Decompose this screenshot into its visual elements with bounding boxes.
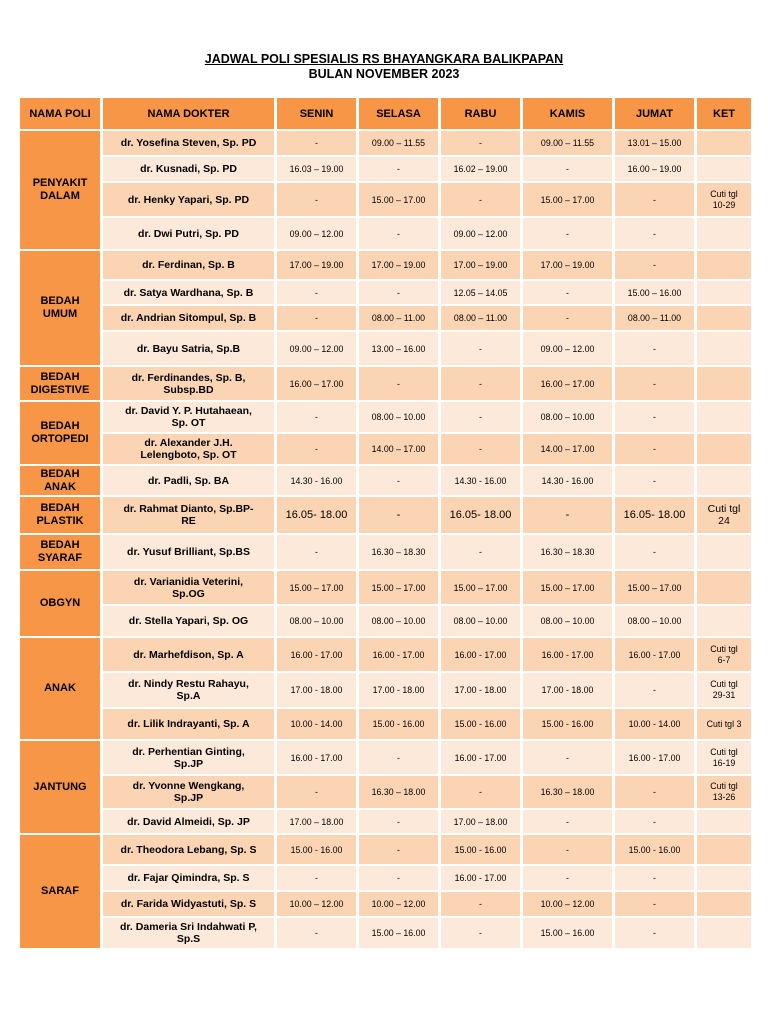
- ket-note: [697, 157, 751, 181]
- schedule-rabu: -: [441, 131, 520, 155]
- schedule-rabu: -: [441, 892, 520, 916]
- schedule-selasa: -: [359, 367, 438, 400]
- doctor-name: dr. Dwi Putri, Sp. PD: [103, 218, 274, 249]
- header-row: [20, 98, 751, 129]
- ket-note: [697, 466, 751, 495]
- doctor-name: dr. David Almeidi, Sp. JP: [103, 810, 274, 833]
- schedule-selasa: 15.00 – 16.00: [359, 918, 438, 948]
- table-row: [20, 281, 751, 304]
- table-row: [20, 218, 751, 249]
- schedule-kamis: 08.00 – 10.00: [523, 606, 612, 636]
- schedule-kamis: 16.00 - 17.00: [523, 638, 612, 671]
- schedule-jumat: -: [615, 866, 694, 890]
- poli-name: BEDAH UMUM: [20, 251, 100, 365]
- table-row: [20, 402, 751, 432]
- schedule-rabu: 09.00 – 12.00: [441, 218, 520, 249]
- schedule-rabu: 12.05 – 14.05: [441, 281, 520, 304]
- doctor-name: dr. Henky Yapari, Sp. PD: [103, 183, 274, 216]
- doctor-name: dr. Perhentian Ginting, Sp.JP: [103, 741, 274, 774]
- schedule-selasa: -: [359, 810, 438, 833]
- schedule-rabu: -: [441, 367, 520, 400]
- schedule-body: [20, 131, 751, 948]
- schedule-senin: 16.03 – 19.00: [277, 157, 356, 181]
- schedule-jumat: -: [615, 892, 694, 916]
- schedule-jumat: 15.00 - 16.00: [615, 835, 694, 864]
- doctor-name: dr. Dameria Sri Indahwati P, Sp.S: [103, 918, 274, 948]
- schedule-selasa: 17.00 – 19.00: [359, 251, 438, 279]
- schedule-kamis: -: [523, 218, 612, 249]
- header-rabu: RABU: [441, 98, 520, 129]
- schedule-kamis: 15.00 – 16.00: [523, 918, 612, 948]
- schedule-kamis: 17.00 - 18.00: [523, 673, 612, 707]
- header-selasa: SELASA: [359, 98, 438, 129]
- schedule-selasa: -: [359, 281, 438, 304]
- schedule-rabu: 16.00 - 17.00: [441, 741, 520, 774]
- schedule-jumat: -: [615, 367, 694, 400]
- schedule-senin: 16.00 - 17.00: [277, 741, 356, 774]
- poli-name: JANTUNG: [20, 741, 100, 833]
- schedule-rabu: 15.00 - 16.00: [441, 709, 520, 739]
- table-row: [20, 918, 751, 948]
- table-row: [20, 776, 751, 808]
- schedule-jumat: -: [615, 434, 694, 464]
- schedule-rabu: -: [441, 776, 520, 808]
- poli-name: BEDAH ORTOPEDI: [20, 402, 100, 464]
- schedule-jumat: -: [615, 810, 694, 833]
- schedule-table: [17, 96, 754, 950]
- ket-note: [697, 402, 751, 432]
- schedule-senin: -: [277, 306, 356, 330]
- schedule-kamis: 17.00 – 19.00: [523, 251, 612, 279]
- schedule-kamis: 15.00 – 17.00: [523, 571, 612, 604]
- table-row: [20, 183, 751, 216]
- doctor-name: dr. Lilik Indrayanti, Sp. A: [103, 709, 274, 739]
- ket-note: [697, 866, 751, 890]
- schedule-kamis: 16.30 – 18.00: [523, 776, 612, 808]
- schedule-jumat: -: [615, 183, 694, 216]
- ket-note: [697, 918, 751, 948]
- schedule-jumat: 08.00 – 10.00: [615, 606, 694, 636]
- schedule-selasa: 08.00 – 11.00: [359, 306, 438, 330]
- doctor-name: dr. Varianidia Veterini, Sp.OG: [103, 571, 274, 604]
- schedule-senin: 17.00 – 18.00: [277, 810, 356, 833]
- poli-name: BEDAH PLASTIK: [20, 497, 100, 533]
- schedule-jumat: 13.01 – 15.00: [615, 131, 694, 155]
- ket-note: [697, 281, 751, 304]
- doctor-name: dr. Ferdinandes, Sp. B, Subsp.BD: [103, 367, 274, 400]
- schedule-selasa: 09.00 – 11.55: [359, 131, 438, 155]
- schedule-selasa: 16.00 - 17.00: [359, 638, 438, 671]
- schedule-senin: 16.05- 18.00: [277, 497, 356, 533]
- schedule-rabu: -: [441, 183, 520, 216]
- poli-name: BEDAH DIGESTIVE: [20, 367, 100, 400]
- schedule-senin: -: [277, 281, 356, 304]
- schedule-rabu: 15.00 - 16.00: [441, 835, 520, 864]
- schedule-senin: 08.00 – 10.00: [277, 606, 356, 636]
- title-line-1: JADWAL POLI SPESIALIS RS BHAYANGKARA BALIKPAPAN: [204, 52, 564, 66]
- schedule-rabu: 17.00 – 18.00: [441, 810, 520, 833]
- schedule-kamis: 09.00 – 12.00: [523, 332, 612, 365]
- schedule-selasa: -: [359, 741, 438, 774]
- table-row: [20, 673, 751, 707]
- schedule-kamis: -: [523, 306, 612, 330]
- doctor-name: dr. Padli, Sp. BA: [103, 466, 274, 495]
- table-row: [20, 741, 751, 774]
- schedule-jumat: 16.00 - 17.00: [615, 638, 694, 671]
- doctor-name: dr. Stella Yapari, Sp. OG: [103, 606, 274, 636]
- ket-note: [697, 535, 751, 569]
- schedule-senin: -: [277, 866, 356, 890]
- schedule-kamis: 16.30 – 18.30: [523, 535, 612, 569]
- schedule-selasa: 16.30 – 18.30: [359, 535, 438, 569]
- ket-note: [697, 306, 751, 330]
- schedule-rabu: 16.05- 18.00: [441, 497, 520, 533]
- schedule-jumat: 16.00 – 19.00: [615, 157, 694, 181]
- schedule-senin: 14.30 - 16.00: [277, 466, 356, 495]
- schedule-rabu: 17.00 - 18.00: [441, 673, 520, 707]
- doctor-name: dr. Bayu Satria, Sp.B: [103, 332, 274, 365]
- table-row: [20, 131, 751, 155]
- schedule-selasa: 15.00 – 17.00: [359, 183, 438, 216]
- schedule-rabu: 16.02 – 19.00: [441, 157, 520, 181]
- ket-note: [697, 434, 751, 464]
- table-row: [20, 535, 751, 569]
- schedule-jumat: -: [615, 918, 694, 948]
- schedule-jumat: -: [615, 332, 694, 365]
- schedule-selasa: 14.00 – 17.00: [359, 434, 438, 464]
- schedule-rabu: -: [441, 535, 520, 569]
- schedule-rabu: -: [441, 332, 520, 365]
- schedule-senin: -: [277, 434, 356, 464]
- schedule-senin: 15.00 – 17.00: [277, 571, 356, 604]
- ket-note: Cuti tgl 29-31: [697, 673, 751, 707]
- table-row: [20, 466, 751, 495]
- table-row: [20, 332, 751, 365]
- doctor-name: dr. Fajar Qimindra, Sp. S: [103, 866, 274, 890]
- schedule-selasa: -: [359, 497, 438, 533]
- table-row: [20, 367, 751, 400]
- schedule-selasa: 08.00 – 10.00: [359, 606, 438, 636]
- schedule-rabu: -: [441, 918, 520, 948]
- table-row: [20, 434, 751, 464]
- header-nama-dokter: NAMA DOKTER: [103, 98, 274, 129]
- header-kamis: KAMIS: [523, 98, 612, 129]
- schedule-rabu: 14.30 - 16.00: [441, 466, 520, 495]
- poli-name: OBGYN: [20, 571, 100, 636]
- schedule-kamis: -: [523, 866, 612, 890]
- schedule-rabu: 08.00 – 11.00: [441, 306, 520, 330]
- schedule-senin: 16.00 – 17.00: [277, 367, 356, 400]
- doctor-name: dr. Farida Widyastuti, Sp. S: [103, 892, 274, 916]
- schedule-senin: 17.00 - 18.00: [277, 673, 356, 707]
- schedule-senin: 15.00 - 16.00: [277, 835, 356, 864]
- schedule-kamis: 14.30 - 16.00: [523, 466, 612, 495]
- schedule-jumat: -: [615, 535, 694, 569]
- schedule-jumat: -: [615, 402, 694, 432]
- doctor-name: dr. Nindy Restu Rahayu, Sp.A: [103, 673, 274, 707]
- schedule-senin: -: [277, 535, 356, 569]
- schedule-selasa: 15.00 – 17.00: [359, 571, 438, 604]
- table-row: [20, 638, 751, 671]
- schedule-senin: -: [277, 402, 356, 432]
- schedule-kamis: -: [523, 835, 612, 864]
- table-row: [20, 866, 751, 890]
- schedule-kamis: 08.00 – 10.00: [523, 402, 612, 432]
- table-row: [20, 157, 751, 181]
- schedule-kamis: 10.00 – 12.00: [523, 892, 612, 916]
- schedule-kamis: 09.00 – 11.55: [523, 131, 612, 155]
- header-jumat: JUMAT: [615, 98, 694, 129]
- ket-note: Cuti tgl 13-26: [697, 776, 751, 808]
- schedule-senin: 10.00 – 12.00: [277, 892, 356, 916]
- schedule-selasa: 10.00 – 12.00: [359, 892, 438, 916]
- schedule-rabu: 15.00 – 17.00: [441, 571, 520, 604]
- schedule-jumat: 16.05- 18.00: [615, 497, 694, 533]
- ket-note: [697, 131, 751, 155]
- schedule-selasa: -: [359, 866, 438, 890]
- doctor-name: dr. Yusuf Brilliant, Sp.BS: [103, 535, 274, 569]
- header-senin: SENIN: [277, 98, 356, 129]
- schedule-senin: 16.00 - 17.00: [277, 638, 356, 671]
- header-ket: KET: [697, 98, 751, 129]
- schedule-kamis: -: [523, 497, 612, 533]
- table-row: [20, 497, 751, 533]
- schedule-senin: 10.00 - 14.00: [277, 709, 356, 739]
- ket-note: Cuti tgl 24: [697, 497, 751, 533]
- poli-name: SARAF: [20, 835, 100, 948]
- table-row: [20, 571, 751, 604]
- schedule-kamis: -: [523, 281, 612, 304]
- doctor-name: dr. Rahmat Dianto, Sp.BP- RE: [103, 497, 274, 533]
- schedule-jumat: -: [615, 218, 694, 249]
- schedule-selasa: 16.30 – 18.00: [359, 776, 438, 808]
- doctor-name: dr. Ferdinan, Sp. B: [103, 251, 274, 279]
- schedule-rabu: 16.00 - 17.00: [441, 638, 520, 671]
- schedule-jumat: -: [615, 251, 694, 279]
- doctor-name: dr. Marhefdison, Sp. A: [103, 638, 274, 671]
- schedule-kamis: -: [523, 741, 612, 774]
- schedule-selasa: -: [359, 218, 438, 249]
- schedule-senin: -: [277, 183, 356, 216]
- schedule-selasa: -: [359, 835, 438, 864]
- schedule-jumat: -: [615, 776, 694, 808]
- schedule-kamis: 15.00 - 16.00: [523, 709, 612, 739]
- poli-name: BEDAH SYARAF: [20, 535, 100, 569]
- schedule-selasa: 15.00 - 16.00: [359, 709, 438, 739]
- schedule-selasa: 08.00 – 10.00: [359, 402, 438, 432]
- ket-note: [697, 332, 751, 365]
- schedule-rabu: 16.00 - 17.00: [441, 866, 520, 890]
- ket-note: [697, 810, 751, 833]
- schedule-kamis: 14.00 – 17.00: [523, 434, 612, 464]
- title-line-2: BULAN NOVEMBER 2023: [308, 67, 460, 81]
- table-row: [20, 251, 751, 279]
- table-row: [20, 810, 751, 833]
- schedule-selasa: -: [359, 466, 438, 495]
- schedule-jumat: 08.00 – 11.00: [615, 306, 694, 330]
- doctor-name: dr. Yvonne Wengkang, Sp.JP: [103, 776, 274, 808]
- doctor-name: dr. Kusnadi, Sp. PD: [103, 157, 274, 181]
- doctor-name: dr. David Y. P. Hutahaean, Sp. OT: [103, 402, 274, 432]
- schedule-selasa: 17.00 - 18.00: [359, 673, 438, 707]
- schedule-jumat: -: [615, 466, 694, 495]
- ket-note: Cuti tgl 6-7: [697, 638, 751, 671]
- doctor-name: dr. Satya Wardhana, Sp. B: [103, 281, 274, 304]
- schedule-jumat: 16.00 - 17.00: [615, 741, 694, 774]
- ket-note: [697, 251, 751, 279]
- schedule-jumat: 15.00 – 17.00: [615, 571, 694, 604]
- schedule-kamis: 15.00 – 17.00: [523, 183, 612, 216]
- ket-note: [697, 571, 751, 604]
- ket-note: [697, 892, 751, 916]
- table-row: [20, 606, 751, 636]
- schedule-selasa: 13.00 – 16.00: [359, 332, 438, 365]
- schedule-senin: 09.00 – 12.00: [277, 218, 356, 249]
- ket-note: [697, 606, 751, 636]
- schedule-rabu: -: [441, 402, 520, 432]
- poli-name: BEDAH ANAK: [20, 466, 100, 495]
- poli-name: PENYAKIT DALAM: [20, 131, 100, 249]
- doctor-name: dr. Yosefina Steven, Sp. PD: [103, 131, 274, 155]
- ket-note: Cuti tgl 16-19: [697, 741, 751, 774]
- schedule-kamis: -: [523, 157, 612, 181]
- ket-note: [697, 367, 751, 400]
- ket-note: Cuti tgl 3: [697, 709, 751, 739]
- schedule-senin: -: [277, 776, 356, 808]
- poli-name: ANAK: [20, 638, 100, 739]
- schedule-jumat: 10.00 - 14.00: [615, 709, 694, 739]
- ket-note: [697, 835, 751, 864]
- schedule-senin: 09.00 – 12.00: [277, 332, 356, 365]
- schedule-rabu: 17.00 – 19.00: [441, 251, 520, 279]
- table-row: [20, 709, 751, 739]
- ket-note: Cuti tgl 10-29: [697, 183, 751, 216]
- schedule-jumat: -: [615, 673, 694, 707]
- schedule-senin: -: [277, 918, 356, 948]
- table-row: [20, 306, 751, 330]
- ket-note: [697, 218, 751, 249]
- table-row: [20, 835, 751, 864]
- schedule-rabu: -: [441, 434, 520, 464]
- doctor-name: dr. Andrian Sitompul, Sp. B: [103, 306, 274, 330]
- schedule-selasa: -: [359, 157, 438, 181]
- schedule-kamis: 16.00 – 17.00: [523, 367, 612, 400]
- doctor-name: dr. Alexander J.H. Lelengboto, Sp. OT: [103, 434, 274, 464]
- schedule-jumat: 15.00 – 16.00: [615, 281, 694, 304]
- header-nama-poli: NAMA POLI: [20, 98, 100, 129]
- doctor-name: dr. Theodora Lebang, Sp. S: [103, 835, 274, 864]
- schedule-senin: -: [277, 131, 356, 155]
- schedule-rabu: 08.00 – 10.00: [441, 606, 520, 636]
- table-row: [20, 892, 751, 916]
- schedule-kamis: -: [523, 810, 612, 833]
- schedule-senin: 17.00 – 19.00: [277, 251, 356, 279]
